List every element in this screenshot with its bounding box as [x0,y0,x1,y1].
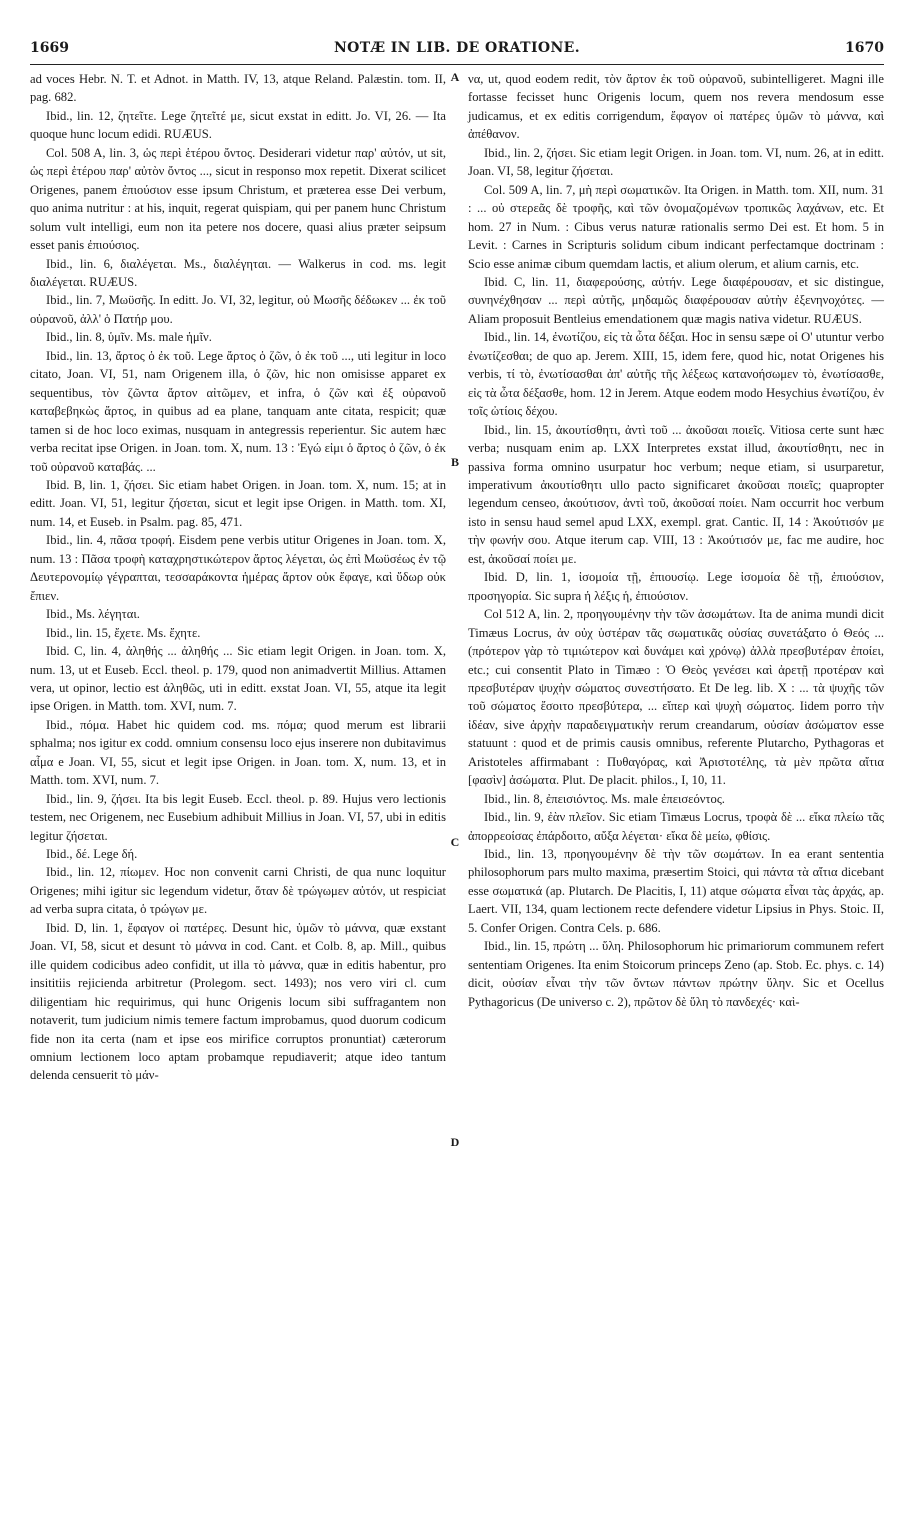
note-paragraph: Ibid. C, lin. 11, διαφερούσης, αὐτήν. Lege διαφέρουσαν, et sic distingue, συνηνέχθησαν ... περὶ αὐτῆς, μηδαμῶς διαφέρουσαν αὐτὴν ἐξενηνοχότες. — Aliam proposuit Bentleius emendationem quæ magis nativa videtur. RUÆUS. [468,274,884,326]
note-paragraph: ad voces Hebr. N. T. et Adnot. in Matth. IV, 13, atque Reland. Palæstin. tom. II, pag. 682. [30,72,446,105]
note-paragraph: Ibid., lin. 7, Μωϋσῆς. In editt. Jo. VI, 32, legitur, οὐ Μωσῆς δέδωκεν ... ἐκ τοῦ οὐρανοῦ, ἀλλ' ὁ Πατήρ μου. [30,293,446,326]
right-column [468,70,884,1011]
note-paragraph: Ibid., lin. 9, ζήσει. Ita bis legit Euseb. Eccl. theol. p. 89. Hujus vero lectionis testem, nec Origenem, nec Eusebium adhibuit Millius in Joan. VI, 57, ubi in editis legitur ζήσεται. [30,791,446,843]
note-paragraph: Ibid., lin. 8, ἐπεισιόντος. Ms. male ἐπεισεόντος. [484,791,725,806]
note-paragraph: Ibid., lin. 12, ζητεῖτε. Lege ζητεῖτέ με, sicut exstat in editt. Jo. VI, 26. — Ita quoque hunc locum edidi. RUÆUS. [30,108,446,142]
section-marker-a: A [450,70,460,84]
note-paragraph: Ibid. B, lin. 1, ζήσει. Sic etiam habet Origen. in Joan. tom. X, num. 15; at in editt. Joan. VI, 51, legitur ζήσεται, sicut et legit ipse Origen. in Matth. tom. XI, num. 14, et Euseb. in Psalm. pag. 85, 471. [30,477,446,529]
section-marker-d: D [450,1135,460,1149]
note-paragraph: Ibid., lin. 14, ἐνωτίζου, εἰς τὰ ὦτα δέξαι. Hoc in sensu sæpe οἱ Ο' utuntur verbo ἐνωτίζεσθαι; de quo ap. Jerem. XIII, 15, idem fere, quod hic, notat Origenes his verbis, τί τὸ, ἐνωτίσασθαι ἀπ' αὐτῆς τῆς λέξεως κατανοήσωμεν τὸ, ἐνωτίσασθε, εἰς τὰ ὦτα δέξασθε, hom. 12 in Jerem. Atque eodem modo Hesychius ἐνωτίζου, ἐν τοῖς ὠτίοις δέχου. [468,330,884,419]
note-paragraph: Ibid., lin. 12, πίωμεν. Hoc non convenit carni Christi, de qua nunc loquitur Origenes; mihi igitur sic legendum videtur, ὅταν δὲ τρώγωμεν αὐτόν, ut respiciat ad verba supra citata, ὁ τρώγων με. [30,865,446,917]
note-paragraph: Ibid., lin. 4, πᾶσα τροφή. Eisdem pene verbis utitur Origenes in Joan. tom. X, num. 13 : Πᾶσα τροφὴ καταχρηστικώτερον ἄρτος λέγεται, ὡς ἐπὶ Μωϋσέως ἐν τῷ Δευτερονομίῳ γέγραπται, τεσσαράκοντα ἡμέρας ἄρτον οὐκ ἔφαγε, καὶ ὕδωρ οὐκ ἔπιεν. [30,533,446,603]
note-paragraph: Col. 509 A, lin. 7, μὴ περὶ σωματικῶν. Ita Origen. in Matth. tom. XII, num. 31 : ... οὐ στερεᾶς δὲ τροφῆς, καὶ τῶν ὀνομαζομένων τροπικῶς λαχάνων, etc. Et hom. 27 in Num. : Cibus verus naturæ rationalis sermo Dei est. Et hom. 5 in Levit. : Carnes in Scripturis solidum cibum indicant perfectamque doctrinam : Scio esse animæ cibum quemdam lactis, et alium olerum, et alium carnis, etc. [468,182,884,271]
page-number-left: 1669 [30,40,69,56]
note-paragraph: Ibid., Ms. λέγηται. [46,607,140,622]
note-paragraph: Ibid., lin. 8, ὑμῖν. Ms. male ἡμῖν. [46,330,212,345]
note-paragraph: Ibid., lin. 9, ἐὰν πλεῖον. Sic etiam Timæus Locrus, τροφὰ δὲ ... εἴκα πλείω τᾶς ἀπορρεοίσας ἐπάρδοιτο, αὔξα λέγεται· εἴκα δὲ μείω, φθίσις. [468,810,884,843]
note-paragraph: Ibid., δέ. Lege δή. [46,847,138,862]
page-header [30,40,884,60]
header-rule [30,64,884,65]
note-paragraph: Ibid., lin. 15, πρώτη ... ὕλη. Philosophorum hic primariorum communem refert sententiam Origenes. Ita enim Stoicorum princeps Zeno (ap. Stob. Ec. phys. c. 14) dicit, οὐσίαν εἶναι τὴν τῶν ὄντων πάντων πρώτην ὕλην. Sic et Ocellus Pythagoricus (De universo c. 2), πρῶτον δὲ ὕλη τὸ πανδεχές· καὶ- [468,939,884,1009]
note-paragraph: Ibid., πόμα. Habet hic quidem cod. ms. πόμα; quod merum est librarii sphalma; nos igitur ex codd. omnium consensu loco ejus inserere non dubitavimus αἷμα e Joan. VI, 55, sicut et legit ipse Origen. in Joan. tom. X, num. 13, et in Matth. tom. XVI, num. 7. [30,717,446,788]
note-paragraph: Ibid., lin. 15, ἀκουτίσθητι, ἀντὶ τοῦ ... ἀκοῦσαι ποιεῖς. Vitiosa certe sunt hæc verba; nusquam enim ap. LXX Interpretes exstat illud, ἀκουτίσθητι, nec in passiva forma omnino usurpatur hoc verbum; neque etiam, si usurparetur, imperativum ἀκουτίσθητι ullo pacto significaret ἀκοῦσαι ποιεῖς; quapropter legendum censeo, ἀκούτισον, ἀντὶ τοῦ, ἀκοῦσαί ποίει. Nam occurrit hoc verbum isto in sensu haud semel apud LXX, exempl. grat. Cantic. II, 14 : Ἀκούτισόν με τὴν φωνήν σου. Atque iterum cap. VIII, 13 : Ἀκούτισόν με, fac me audire, hoc est, ἀκοῦσαί ποίει με. [468,422,884,566]
section-marker-b: B [450,455,459,469]
left-column [30,70,446,1085]
note-paragraph: Col 512 A, lin. 2, προηγουμένην τὴν τῶν ἀσωμάτων. Ita de anima mundi dicit Timæus Locrus, ἀν οὐχ ὑστέραν τᾶς σωματικᾶς οὐσίας συνετάξατο ὁ Θεός ... (πρότερον γὰρ τὸ τιμιώτερον καὶ δυνάμει καὶ χρόνῳ) ἀλλὰ πρεσβυτέραν ἐποίει, etc.; cui consentit Plato in Timæo : Ὁ Θεὸς γενέσει καὶ ἀρετῇ προτέραν καὶ πρεσβυτέραν ψυχὴν σώματος συνεστήσατο. Et De leg. lib. X : ... τὰ ψυχῆς τῶν τοῦ σώματος ἔσοιτο πρεσβύτερα, ... εἴπερ καὶ ψυχὴ σώματος. Iidem porro τὴν ἰδέαν, sive ἀρχὴν παραδειγματικὴν rerum creandarum, οὐσίαν ἀσώματον esse statuunt : quod et de primis causis omnibus, referente Plutarcho, Pythagoras et Aristoteles affirmabant : Πυθαγόρας, καὶ Ἀριστοτέλης, τὰ μὲν πρῶτα αἴτια [φασὶν] ἀσώματα. Plut. De placit. philos., I, 10, 11. [468,607,884,788]
note-paragraph: Ibid., lin. 2, ζήσει. Sic etiam legit Origen. in Joan. tom. VI, num. 26, at in editt. Joan. VI, 58, legitur ζήσεται. [468,145,884,179]
note-paragraph: Col. 508 A, lin. 3, ὡς περὶ ἑτέρου ὄντος. Desiderari videtur παρ' αὐτόν, ut sit, ὡς περὶ ἑτέρου παρ' αὐτὸν ὄντος ..., sicut in responso mox repetit. Dixerat scilicet Origenes, panem ἐπιούσιον esse ipsum Christum, et præterea esse Dei verbum, quo anima nutritur : at his, inquit, regerat quispiam, qui per panem hunc Christum solum vult intelligi, eum non ita petere nos docere, quasi alius præter seipsum esset panis ἐπιούσιος. [30,145,446,253]
note-paragraph: Ibid. D, lin. 1, ἰσομοία τῇ, ἐπιουσίῳ. Lege ἰσομοία δὲ τῇ, ἐπιούσιον, προσηγορία. Sic supra ἡ λέξις ἡ, ἐπιούσιον. [468,570,884,603]
section-marker-c: C [450,835,460,849]
page-number-right: 1670 [845,40,884,56]
running-title: NOTÆ IN LIB. DE ORATIONE. [333,40,581,56]
note-paragraph: να, ut, quod eodem redit, τὸν ἄρτον ἐκ τοῦ οὐρανοῦ, subintelligeret. Magni ille fortasse fecisset hunc Origenis locum, quem nos revera mendosum esse judicamus, et ex editis corrigendum, ἔφαγον οἱ πατέρες ὑμῶν τὸ μάννα, καὶ ἀπέθανον. [468,72,884,142]
note-paragraph: Ibid., lin. 15, ἔχετε. Ms. ἔχητε. [46,625,201,640]
note-paragraph: Ibid. C, lin. 4, ἀληθής ... ἀληθής ... Sic etiam legit Origen. in Joan. tom. X, num. 13, ut et Euseb. Eccl. theol. p. 179, quod non animadvertit Millius. Attamen vera, ut opinor, lectio est ἀληθῶς, uti in editt. exstat Joan. VI, 55, atque ita legit ipse Origen. in Matth. tom. XVI, num. 7. [30,644,446,714]
note-paragraph: Ibid., lin. 13, ἄρτος ὁ ἐκ τοῦ. Lege ἄρτος ὁ ζῶν, ὁ ἐκ τοῦ ..., uti legitur in loco citato, Joan. VI, 51, nam Origenem illa, ὁ ζῶν, hic non omisisse apparet ex sequentibus, τὸν ζῶντα ἄρτον αἰτῶμεν, et infra, ὁ ζῶν καὶ ἐξ οὐρανοῦ καταβεβηκὼς ἄρτος, in quibus ad ea plane, tanquam ante citata, respicit; quæ tamen si de hoc loco eximas, nusquam in antegressis reperientur. Sic autem hæc verba recitat ipse Origen. in Joan. tom. X, num. 13 : Ἐγώ εἰμι ὁ ἄρτος ὁ ζῶν, ὁ ἐκ τοῦ οὐρανοῦ καταβάς. ... [30,348,446,474]
note-paragraph: Ibid., lin. 13, προηγουμένην δὲ τὴν τῶν σωμάτων. In ea erant sententia philosophorum pars multo maxima, præsertim Stoici, qui πάντα τὰ αἴτια dicebant esse σωματικά (ap. Plutarch. De Placitis, I, 11) atque σώματα εἶναι τὰς ἀρχάς, ap. Laert. VII, 134, quam lectionem recte defendere videtur Lipsius in Phys. Stoic. II, 5. Confer Origen. Contra Cels. p. 686. [468,847,884,935]
note-paragraph: Ibid., lin. 6, διαλέγεται. Ms., διαλέγηται. — Walkerus in cod. ms. legit διαλέγεται. RUÆUS. [30,256,446,289]
note-paragraph: Ibid. D, lin. 1, ἔφαγον οἱ πατέρες. Desunt hic, ὑμῶν τὸ μάννα, quæ exstant Joan. VI, 58, sicut et desunt τὸ μάννα in cod. Cant. et Colb. 8, ap. Mill., quibus ille quidem codicibus adeo confidit, ut illa τὸ μάννα, quæ in editis habentur, pro insititiis rejicienda arbitretur (Prolegom. sect. 1493); nos vero viri cl. cum diligentiam hic requirimus, qui hunc Origenis locum sibi suffragantem non notaverit, tum judicium nimis temere factum improbamus, quod duorum codicum fide non ita certa (nam et ipse eos mirifice corruptos pronuntiat) cæterorum omnium lectionem loco aptam probamque repudiaverit; atque ideo tantum delenda censuerit τὸ μάν- [30,920,446,1083]
